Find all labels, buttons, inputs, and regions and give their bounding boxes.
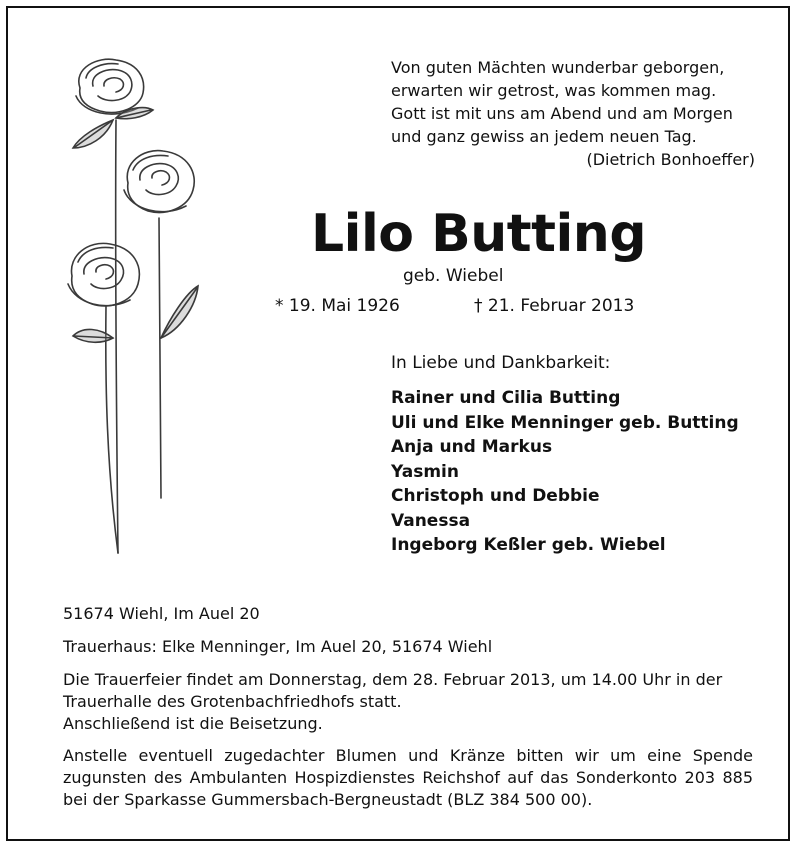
mourner-name: Christoph und Debbie (391, 486, 600, 506)
donation-line: bei der Sparkasse Gummersbach-Bergneustadt (BLZ 384 500 00). (63, 790, 593, 809)
obituary-frame (6, 6, 790, 841)
quote-line: Gott ist mit uns am Abend und am Morgen (391, 104, 733, 123)
bonhoeffer-quote (391, 56, 761, 171)
quote-author: (Dietrich Bonhoeffer) (586, 150, 755, 169)
mourners-list (391, 386, 739, 558)
funeral-info (63, 603, 753, 811)
deceased-name: Lilo Butting (311, 204, 647, 264)
mourner-name: Uli und Elke Menninger geb. Butting (391, 412, 739, 433)
quote-line: erwarten wir getrost, was kommen mag. (391, 81, 717, 100)
mourner-name: Rainer und Cilia Butting (391, 388, 621, 408)
ceremony-details (63, 669, 753, 735)
quote-line: und ganz gewiss an jedem neuen Tag. (391, 127, 697, 146)
birth-name: geb. Wiebel (403, 266, 504, 286)
ceremony-line: Die Trauerfeier findet am Donnerstag, dem 28. Februar 2013, um 14.00 Uhr in der (63, 670, 723, 689)
mourners-intro: In Liebe und Dankbarkeit: (391, 353, 611, 373)
mourner-name: Vanessa (391, 510, 471, 531)
donation-line: zugunsten des Ambulanten Hospizdienstes Reichshof auf das Sonderkonto 203 885 (63, 768, 753, 787)
mourner-name: Ingeborg Keßler geb. Wiebel (391, 535, 666, 555)
birth-date: * 19. Mai 1926 (275, 296, 400, 316)
mourning-house: Trauerhaus: Elke Menninger, Im Auel 20, 51674 Wiehl (63, 637, 493, 656)
quote-line: Von guten Mächten wunderbar geborgen, (391, 58, 725, 77)
roses-illustration-icon (58, 48, 218, 568)
donation-line: Anstelle eventuell zugedachter Blumen und Kränze bitten wir um eine Spende (63, 746, 753, 765)
mourner-name: Yasmin (391, 461, 459, 482)
family-address: 51674 Wiehl, Im Auel 20 (63, 604, 260, 623)
donation-request (63, 745, 753, 811)
death-date: † 21. Februar 2013 (474, 296, 635, 316)
ceremony-line: Trauerhalle des Grotenbachfriedhofs statt. (63, 692, 402, 711)
ceremony-line: Anschließend ist die Beisetzung. (63, 714, 323, 733)
mourner-name: Anja und Markus (391, 437, 553, 457)
